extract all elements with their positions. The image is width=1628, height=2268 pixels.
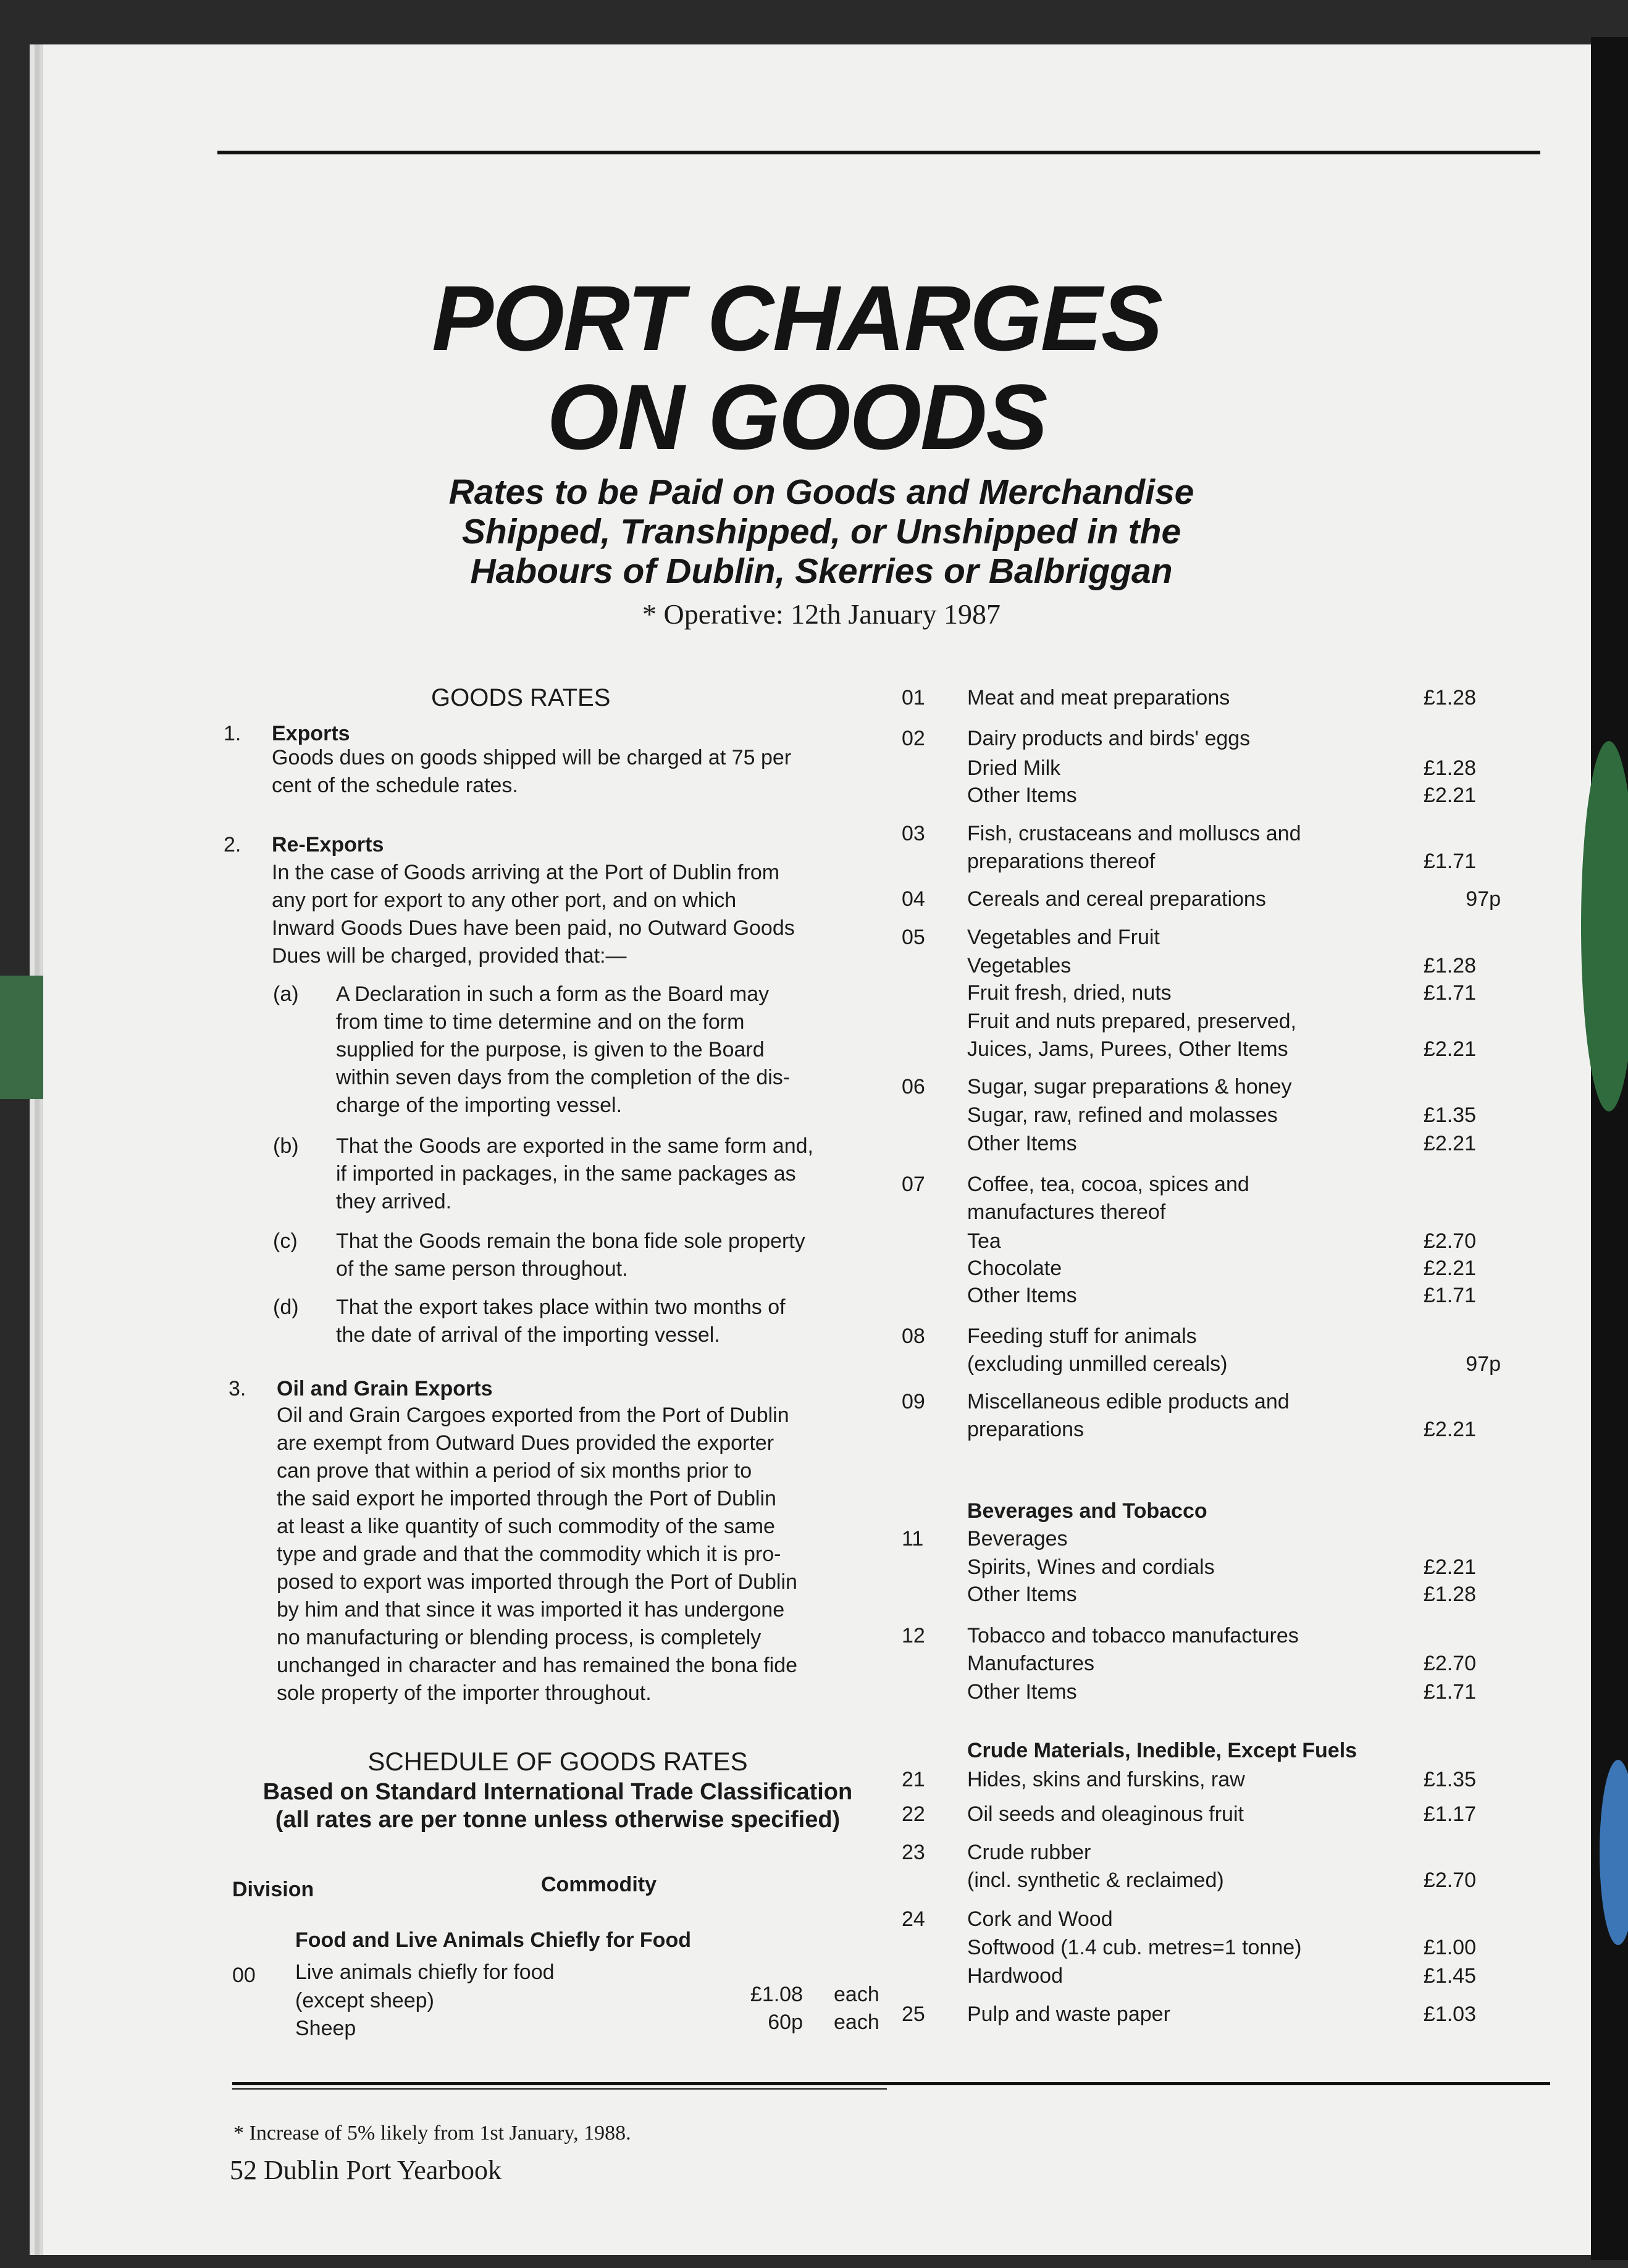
subtitle: Rates to be Paid on Goods and Merchandise Shipped, Transhipped, or Unshipped in the Habours of Dublin, Skerries or Balbriggan (448, 472, 1194, 591)
rate-value: £1.45 (1423, 1964, 1476, 1988)
commodity-text: Dairy products and birds' eggs (967, 727, 1251, 750)
rate-value: £1.71 (1423, 1284, 1476, 1307)
rate-value: £1.03 (1423, 2002, 1476, 2026)
goods-rates-heading: GOODS RATES (431, 684, 611, 711)
commodity-text: Sugar, sugar preparations & honey (967, 1075, 1292, 1098)
condition-b-line: That the Goods are exported in the same form and, (336, 1134, 813, 1158)
row-code: 22 (902, 1802, 925, 1826)
commodity-text: Manufactures (967, 1652, 1094, 1675)
rate-value: 97p (1466, 1352, 1501, 1376)
rate-value: £1.71 (1423, 1680, 1476, 1704)
title-line-1: PORT CHARGES (432, 266, 1162, 370)
commodity-text: Vegetables and Fruit (967, 926, 1160, 949)
rate-value: £1.28 (1423, 1583, 1476, 1606)
footnote: * Increase of 5% likely from 1st January, 1988. (233, 2122, 631, 2145)
commodity-text: Miscellaneous edible products and (967, 1390, 1290, 1413)
condition-b-line: they arrived. (336, 1190, 452, 1213)
rate-value: £1.28 (1423, 756, 1476, 780)
rate-value: £2.21 (1423, 1037, 1476, 1061)
section-3-line: the said export he imported through the Port of Dublin (277, 1487, 776, 1510)
schedule-heading: SCHEDULE OF GOODS RATES (367, 1747, 748, 1776)
section-3-line: posed to export was imported through the Port of Dublin (277, 1570, 797, 1594)
row-code: 06 (902, 1075, 925, 1098)
commodity-text: Other Items (967, 1583, 1077, 1606)
condition-b-label: (b) (273, 1134, 299, 1158)
commodity-text: Spirits, Wines and cordials (967, 1555, 1215, 1579)
rate-value: £1.28 (1423, 686, 1476, 709)
condition-c-label: (c) (273, 1229, 298, 1253)
condition-a-label: (a) (273, 982, 299, 1006)
commodity-text: Crude rubber (967, 1841, 1091, 1864)
commodity-text: Other Items (967, 1284, 1077, 1307)
commodity-text: Fruit and nuts prepared, preserved, (967, 1010, 1296, 1033)
commodity-text: Cereals and cereal preparations (967, 887, 1266, 911)
section-3-line: by him and that since it was imported it has undergone (277, 1598, 785, 1621)
commodity-text: Vegetables (967, 954, 1072, 977)
commodity-text: Other Items (967, 1132, 1077, 1155)
commodity-text: (incl. synthetic & reclaimed) (967, 1868, 1224, 1892)
rate-value: £2.21 (1423, 784, 1476, 807)
condition-d-label: (d) (273, 1295, 299, 1319)
condition-a-line: within seven days from the completion of the dis- (336, 1066, 791, 1089)
rate-value: £2.70 (1423, 1868, 1476, 1892)
section-3-line: no manufacturing or blending process, is completely (277, 1626, 762, 1649)
rate-value: £1.08 (750, 1983, 803, 2006)
row-code: 23 (902, 1841, 925, 1864)
commodity-text: Coffee, tea, cocoa, spices and (967, 1173, 1249, 1196)
section-2-line: Dues will be charged, provided that:— (272, 944, 627, 968)
division-code: 00 (232, 1964, 256, 1987)
commodity-text: Cork and Wood (967, 1907, 1113, 1931)
section-3-line: type and grade and that the commodity which it is pro- (277, 1542, 781, 1566)
row-code: 25 (902, 2002, 925, 2026)
commodity-text: Oil seeds and oleaginous fruit (967, 1802, 1244, 1826)
section-3-line: Oil and Grain Cargoes exported from the Port of Dublin (277, 1404, 789, 1427)
commodity-text: Dried Milk (967, 756, 1061, 780)
commodity-text: preparations (967, 1418, 1085, 1441)
rate-value: £1.00 (1423, 1936, 1476, 1959)
section-3-heading: Oil and Grain Exports (277, 1377, 493, 1400)
schedule-subheading: Based on Standard International Trade Classification (262, 1779, 853, 1805)
commodity-text: manufactures thereof (967, 1200, 1166, 1224)
category-heading: Beverages and Tobacco (967, 1499, 1207, 1523)
rate-unit: each (834, 2011, 879, 2034)
section-3-line: are exempt from Outward Dues provided the exporter (277, 1431, 774, 1455)
section-2-heading: Re-Exports (272, 833, 384, 856)
rate-value: £1.35 (1423, 1768, 1476, 1791)
condition-d-line: the date of arrival of the importing vessel. (336, 1323, 720, 1347)
rate-value: £1.17 (1423, 1802, 1476, 1826)
category-heading: Crude Materials, Inedible, Except Fuels (967, 1739, 1357, 1762)
commodity-text: Pulp and waste paper (967, 2002, 1170, 2026)
food-heading: Food and Live Animals Chiefly for Food (295, 1928, 691, 1952)
row-code: 07 (902, 1173, 925, 1196)
rate-value: £2.21 (1423, 1132, 1476, 1155)
schedule-subheading-note: (all rates are per tonne unless otherwise specified) (275, 1807, 841, 1833)
section-2-line: Inward Goods Dues have been paid, no Outward Goods (272, 916, 795, 940)
section-1-heading: Exports (272, 722, 350, 745)
title-line-2: ON GOODS (547, 365, 1047, 469)
commodity-text: Feeding stuff for animals (967, 1324, 1197, 1348)
row-code: 02 (902, 727, 925, 750)
commodity-text: Fruit fresh, dried, nuts (967, 981, 1172, 1005)
row-code: 04 (902, 887, 925, 911)
division-column-header: Division (232, 1878, 314, 1901)
section-3-line: at least a like quantity of such commodity of the same (277, 1515, 775, 1538)
rate-value: £2.21 (1423, 1418, 1476, 1441)
section-3-line: can prove that within a period of six months prior to (277, 1459, 752, 1483)
condition-a-line: A Declaration in such a form as the Board may (336, 982, 770, 1006)
commodity-text: Other Items (967, 784, 1077, 807)
top-rule (217, 151, 1540, 154)
condition-a-line: charge of the importing vessel. (336, 1094, 623, 1117)
commodity-text: Tobacco and tobacco manufactures (967, 1624, 1299, 1647)
section-3-line: unchanged in character and has remained the bona fide (277, 1654, 798, 1677)
division-line: Live animals chiefly for food (295, 1960, 555, 1984)
row-code: 11 (902, 1527, 924, 1550)
section-1-line: Goods dues on goods shipped will be charged at 75 per (272, 746, 792, 769)
commodity-text: Chocolate (967, 1257, 1062, 1280)
commodity-text: Hardwood (967, 1964, 1063, 1988)
row-code: 12 (902, 1624, 925, 1647)
condition-d-line: That the export takes place within two months of (336, 1295, 786, 1319)
commodity-text: Beverages (967, 1527, 1068, 1550)
row-code: 05 (902, 926, 925, 949)
condition-a-line: from time to time determine and on the form (336, 1010, 745, 1034)
row-code: 01 (902, 686, 925, 709)
row-code: 24 (902, 1907, 925, 1931)
rate-value: 60p (768, 2011, 803, 2034)
table-bottom-rule (232, 2088, 887, 2090)
commodity-text: preparations thereof (967, 850, 1156, 873)
section-2-line: any port for export to any other port, and on which (272, 889, 737, 912)
section-2-number: 2. (224, 833, 241, 856)
section-1-number: 1. (224, 722, 241, 745)
page-footer: 52 Dublin Port Yearbook (230, 2155, 502, 2185)
commodity-text: Hides, skins and furskins, raw (967, 1768, 1245, 1791)
division-line: (except sheep) (295, 1989, 434, 2012)
condition-c-line: That the Goods remain the bona fide sole property (336, 1229, 805, 1253)
commodity-column-header: Commodity (541, 1873, 657, 1896)
bottom-rule (232, 2082, 1550, 2085)
row-code: 21 (902, 1768, 925, 1791)
condition-c-line: of the same person throughout. (336, 1257, 628, 1281)
rate-value: £1.35 (1423, 1103, 1476, 1127)
condition-a-line: supplied for the purpose, is given to the Board (336, 1038, 765, 1061)
row-code: 09 (902, 1390, 925, 1413)
commodity-text: (excluding unmilled cereals) (967, 1352, 1228, 1376)
row-code: 08 (902, 1324, 925, 1348)
division-line: Sheep (295, 2017, 356, 2040)
operative-date: * Operative: 12th January 1987 (642, 598, 1001, 630)
condition-b-line: if imported in packages, in the same packages as (336, 1162, 796, 1186)
rate-value: £1.28 (1423, 954, 1476, 977)
row-code: 03 (902, 822, 925, 845)
commodity-text: Softwood (1.4 cub. metres=1 tonne) (967, 1936, 1302, 1959)
left-edge-green-shape (0, 976, 43, 1099)
section-2-line: In the case of Goods arriving at the Port of Dublin from (272, 861, 780, 884)
section-1-line: cent of the schedule rates. (272, 774, 518, 797)
commodity-text: Sugar, raw, refined and molasses (967, 1103, 1278, 1127)
rate-value: £2.70 (1423, 1652, 1476, 1675)
rate-value: £2.21 (1423, 1555, 1476, 1579)
rate-value: £1.71 (1423, 850, 1476, 873)
section-3-number: 3. (229, 1377, 246, 1400)
rate-value: 97p (1466, 887, 1501, 911)
rate-unit: each (834, 1983, 879, 2006)
rate-value: £2.70 (1423, 1229, 1476, 1253)
section-3-line: sole property of the importer throughout. (277, 1681, 652, 1705)
commodity-text: Fish, crustaceans and molluscs and (967, 822, 1301, 845)
commodity-text: Tea (967, 1229, 1001, 1253)
commodity-text: Juices, Jams, Purees, Other Items (967, 1037, 1288, 1061)
commodity-text: Other Items (967, 1680, 1077, 1704)
rate-value: £1.71 (1423, 981, 1476, 1005)
commodity-text: Meat and meat preparations (967, 686, 1230, 709)
rate-value: £2.21 (1423, 1257, 1476, 1280)
